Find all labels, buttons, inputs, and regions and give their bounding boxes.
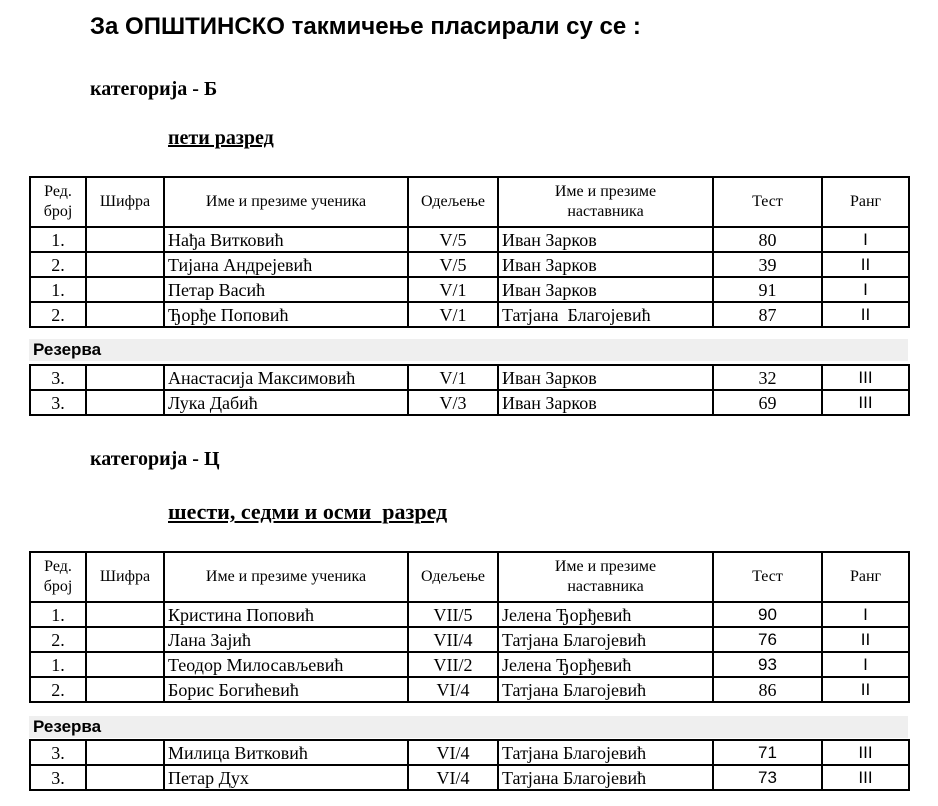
header-number: Ред. број <box>30 177 86 227</box>
table-row: 3. Петар Дух VI/4 Татјана Благојевић 73 III <box>30 765 909 790</box>
header-class: Одељење <box>408 177 498 227</box>
header-test: Тест <box>713 552 822 602</box>
reserve-bar <box>29 339 908 361</box>
header-test: Тест <box>713 177 822 227</box>
category-b-reserve-table <box>29 364 910 416</box>
table-row: 3. Анастасија Максимовић V/1 Иван Зарков 32 III <box>30 365 909 390</box>
category-b-table <box>29 176 910 328</box>
table-row: 2. Ђорђе Поповић V/1 Татјана Благојевић 87 II <box>30 302 909 327</box>
reserve-label: Резерва <box>33 717 102 736</box>
table-row: 1. Нађа Витковић V/5 Иван Зарков 80 I <box>30 227 909 252</box>
table-row: 2. Тијана Андрејевић V/5 Иван Зарков 39 II <box>30 252 909 277</box>
header-code: Шифра <box>86 177 164 227</box>
table-row: 1. Кристина Поповић VII/5 Јелена Ђорђевић 90 I <box>30 602 909 627</box>
table-row: 1. Петар Васић V/1 Иван Зарков 91 I <box>30 277 909 302</box>
category-b-grade: пети разред <box>168 127 274 149</box>
header-student: Име и презиме ученика <box>164 177 408 227</box>
table-row: 2. Лана Зајић VII/4 Татјана Благојевић 76 II <box>30 627 909 652</box>
table-row: 2. Борис Богићевић VI/4 Татјана Благојевић 86 II <box>30 677 909 702</box>
table-row: 3. Лука Дабић V/3 Иван Зарков 69 III <box>30 390 909 415</box>
header-teacher: Име и презиме наставника <box>498 552 713 602</box>
header-class: Одељење <box>408 552 498 602</box>
category-c-heading: категорија - Ц <box>90 448 220 470</box>
table-header-row <box>30 552 909 602</box>
header-rank: Ранг <box>822 177 909 227</box>
header-teacher: Име и презиме наставника <box>498 177 713 227</box>
header-student: Име и презиме ученика <box>164 552 408 602</box>
reserve-label: Резерва <box>33 340 102 359</box>
reserve-bar <box>29 716 908 738</box>
category-c-reserve-table <box>29 739 910 791</box>
category-c-table <box>29 551 910 703</box>
table-row: 1. Теодор Милосављевић VII/2 Јелена Ђорђевић 93 I <box>30 652 909 677</box>
category-b-heading: категорија - Б <box>90 78 218 100</box>
page-title: За ОПШТИНСКО такмичење пласирали су се : <box>90 13 641 40</box>
header-number: Ред. број <box>30 552 86 602</box>
table-header-row <box>30 177 909 227</box>
header-rank: Ранг <box>822 552 909 602</box>
table-row: 3. Милица Витковић VI/4 Татјана Благојевић 71 III <box>30 740 909 765</box>
category-c-grade: шести, седми и осми разред <box>168 499 448 524</box>
header-code: Шифра <box>86 552 164 602</box>
